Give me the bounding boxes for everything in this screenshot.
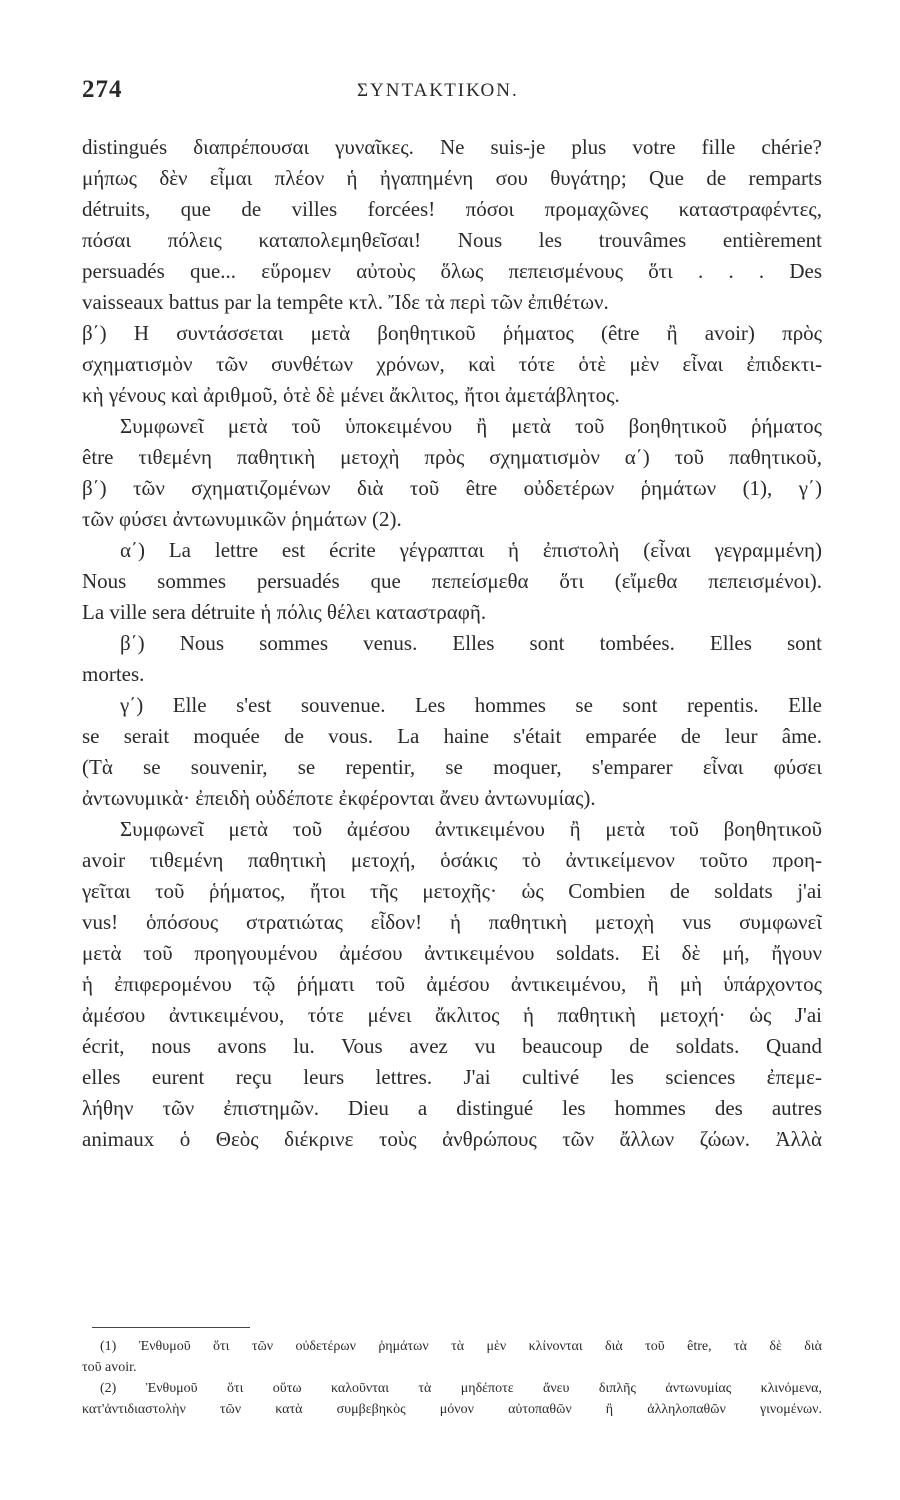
text-line: λήθην τῶν ἐπιστημῶν. Dieu a distingué les hommes des autres — [82, 1096, 822, 1120]
text-line: Συμφωνεῖ μετὰ τοῦ ἀμέσου ἀντικειμένου ἢ μετὰ τοῦ βοηθητικοῦ — [120, 817, 822, 841]
text-line: persuadés que... εὕρομεν αὐτοὺς ὅλως πεπεισμένους ὅτι . . . Des — [82, 259, 822, 283]
text-line: vus! ὁπόσους στρατιώτας εἶδον! ἡ παθητικὴ μετοχὴ vus συμφωνεῖ — [82, 910, 822, 934]
text-line: (Τὰ se souvenir, se repentir, se moquer, s'emparer εἶναι φύσει — [82, 755, 822, 779]
text-line: μήπως δὲν εἶμαι πλέον ἡ ἠγαπημένη σου θυγάτηρ; Que de remparts — [82, 166, 822, 190]
footnote-divider — [92, 1327, 250, 1328]
text-line: β΄) τῶν σχηματιζομένων διὰ τοῦ être οὐδετέρων ῥημάτων (1), γ΄) — [82, 476, 822, 500]
footnote-line: (2) Ἐνθυμοῦ ὅτι οὕτω καλοῦνται τὰ μηδέποτε ἄνευ διπλῆς ἀντωνυμίας κλινόμενα, — [100, 1381, 822, 1396]
text-line: distingués διαπρέπουσαι γυναῖκες. Ne suis-je plus votre fille chérie? — [82, 135, 822, 159]
text-line: animaux ὁ Θεὸς διέκρινε τοὺς ἀνθρώπους τῶν ἄλλων ζώων. Ἀλλὰ — [82, 1127, 822, 1151]
text-line: α΄) La lettre est écrite γέγραπται ἡ ἐπιστολὴ (εἶναι γεγραμμένη) — [120, 538, 822, 562]
text-line: Nous sommes persuadés que πεπείσμεθα ὅτι (εἴμεθα πεπεισμένοι). — [82, 569, 822, 593]
footnote-line: τοῦ avoir. — [82, 1360, 137, 1375]
footnotes — [82, 1336, 822, 1420]
page-header — [82, 76, 824, 112]
text-line: ἡ ἐπιφερομένου τῷ ῥήματι τοῦ ἀμέσου ἀντικειμένου, ἢ μὴ ὑπάρχοντος — [82, 972, 822, 996]
text-line: elles eurent reçu leurs lettres. J'ai cultivé les sciences ἐπεμε- — [82, 1065, 822, 1089]
text-line: avoir τιθεμένη παθητικὴ μετοχή, ὁσάκις τὸ ἀντικείμενον τοῦτο προη- — [82, 848, 822, 872]
text-line: μετὰ τοῦ προηγουμένου ἀμέσου ἀντικειμένου soldats. Εἰ δὲ μή, ἤγουν — [82, 941, 822, 965]
text-line: détruits, que de villes forcées! πόσοι προμαχῶνες καταστραφέντες, — [82, 197, 822, 221]
text-line: se serait moquée de vous. La haine s'était emparée de leur âme. — [82, 724, 822, 748]
text-line: β΄) Η συντάσσεται μετὰ βοηθητικοῦ ῥήματος (être ἢ avoir) πρὸς — [82, 321, 822, 345]
body-text — [82, 132, 822, 1155]
text-line: κὴ γένους καὶ ἀριθμοῦ, ὁτὲ δὲ μένει ἄκλιτος, ἤτοι ἀμετάβλητος. — [82, 383, 620, 407]
footnote-line: (1) Ἐνθυμοῦ ὅτι τῶν οὐδετέρων ῥημάτων τὰ μὲν κλίνονται διὰ τοῦ être, τὰ δὲ διὰ — [100, 1339, 822, 1354]
running-title: ΣΥΝΤΑΚΤΙΚΟΝ. — [357, 80, 519, 101]
text-line: mortes. — [82, 662, 145, 686]
text-line: πόσαι πόλεις καταπολεμηθεῖσαι! Nous les trouvâmes entièrement — [82, 228, 822, 252]
page-number: 274 — [82, 76, 123, 103]
text-line: γεῖται τοῦ ῥήματος, ἤτοι τῆς μετοχῆς· ὡς Combien de soldats j'ai — [82, 879, 822, 903]
text-line: être τιθεμένη παθητικὴ μετοχὴ πρὸς σχηματισμὸν α΄) τοῦ παθητικοῦ, — [82, 445, 822, 469]
text-line: Συμφωνεῖ μετὰ τοῦ ὑποκειμένου ἢ μετὰ τοῦ βοηθητικοῦ ῥήματος — [120, 414, 822, 438]
footnote-line: κατ'ἀντιδιαστολὴν τῶν κατὰ συμβεβηκὸς μόνον αὐτοπαθῶν ἢ ἀλληλοπαθῶν γινομένων. — [82, 1402, 822, 1417]
text-line: γ΄) Elle s'est souvenue. Les hommes se sont repentis. Elle — [120, 693, 822, 717]
text-line: La ville sera détruite ἡ πόλις θέλει καταστραφῆ. — [82, 600, 487, 624]
text-line: σχηματισμὸν τῶν συνθέτων χρόνων, καὶ τότε ὁτὲ μὲν εἶναι ἐπιδεκτι- — [82, 352, 822, 376]
text-line: β΄) Nous sommes venus. Elles sont tombées. Elles sont — [120, 631, 822, 655]
text-line: ἀμέσου ἀντικειμένου, τότε μένει ἄκλιτος ἡ παθητικὴ μετοχή· ὡς J'ai — [82, 1003, 822, 1027]
text-line: ἀντωνυμικὰ· ἐπειδὴ οὐδέποτε ἐκφέρονται ἄνευ ἀντωνυμίας). — [82, 786, 596, 810]
text-line: τῶν φύσει ἀντωνυμικῶν ῥημάτων (2). — [82, 507, 402, 531]
text-line: écrit, nous avons lu. Vous avez vu beaucoup de soldats. Quand — [82, 1034, 822, 1058]
text-line: vaisseaux battus par la tempête κτλ. Ἴδε τὰ περὶ τῶν ἐπιθέτων. — [82, 290, 609, 314]
